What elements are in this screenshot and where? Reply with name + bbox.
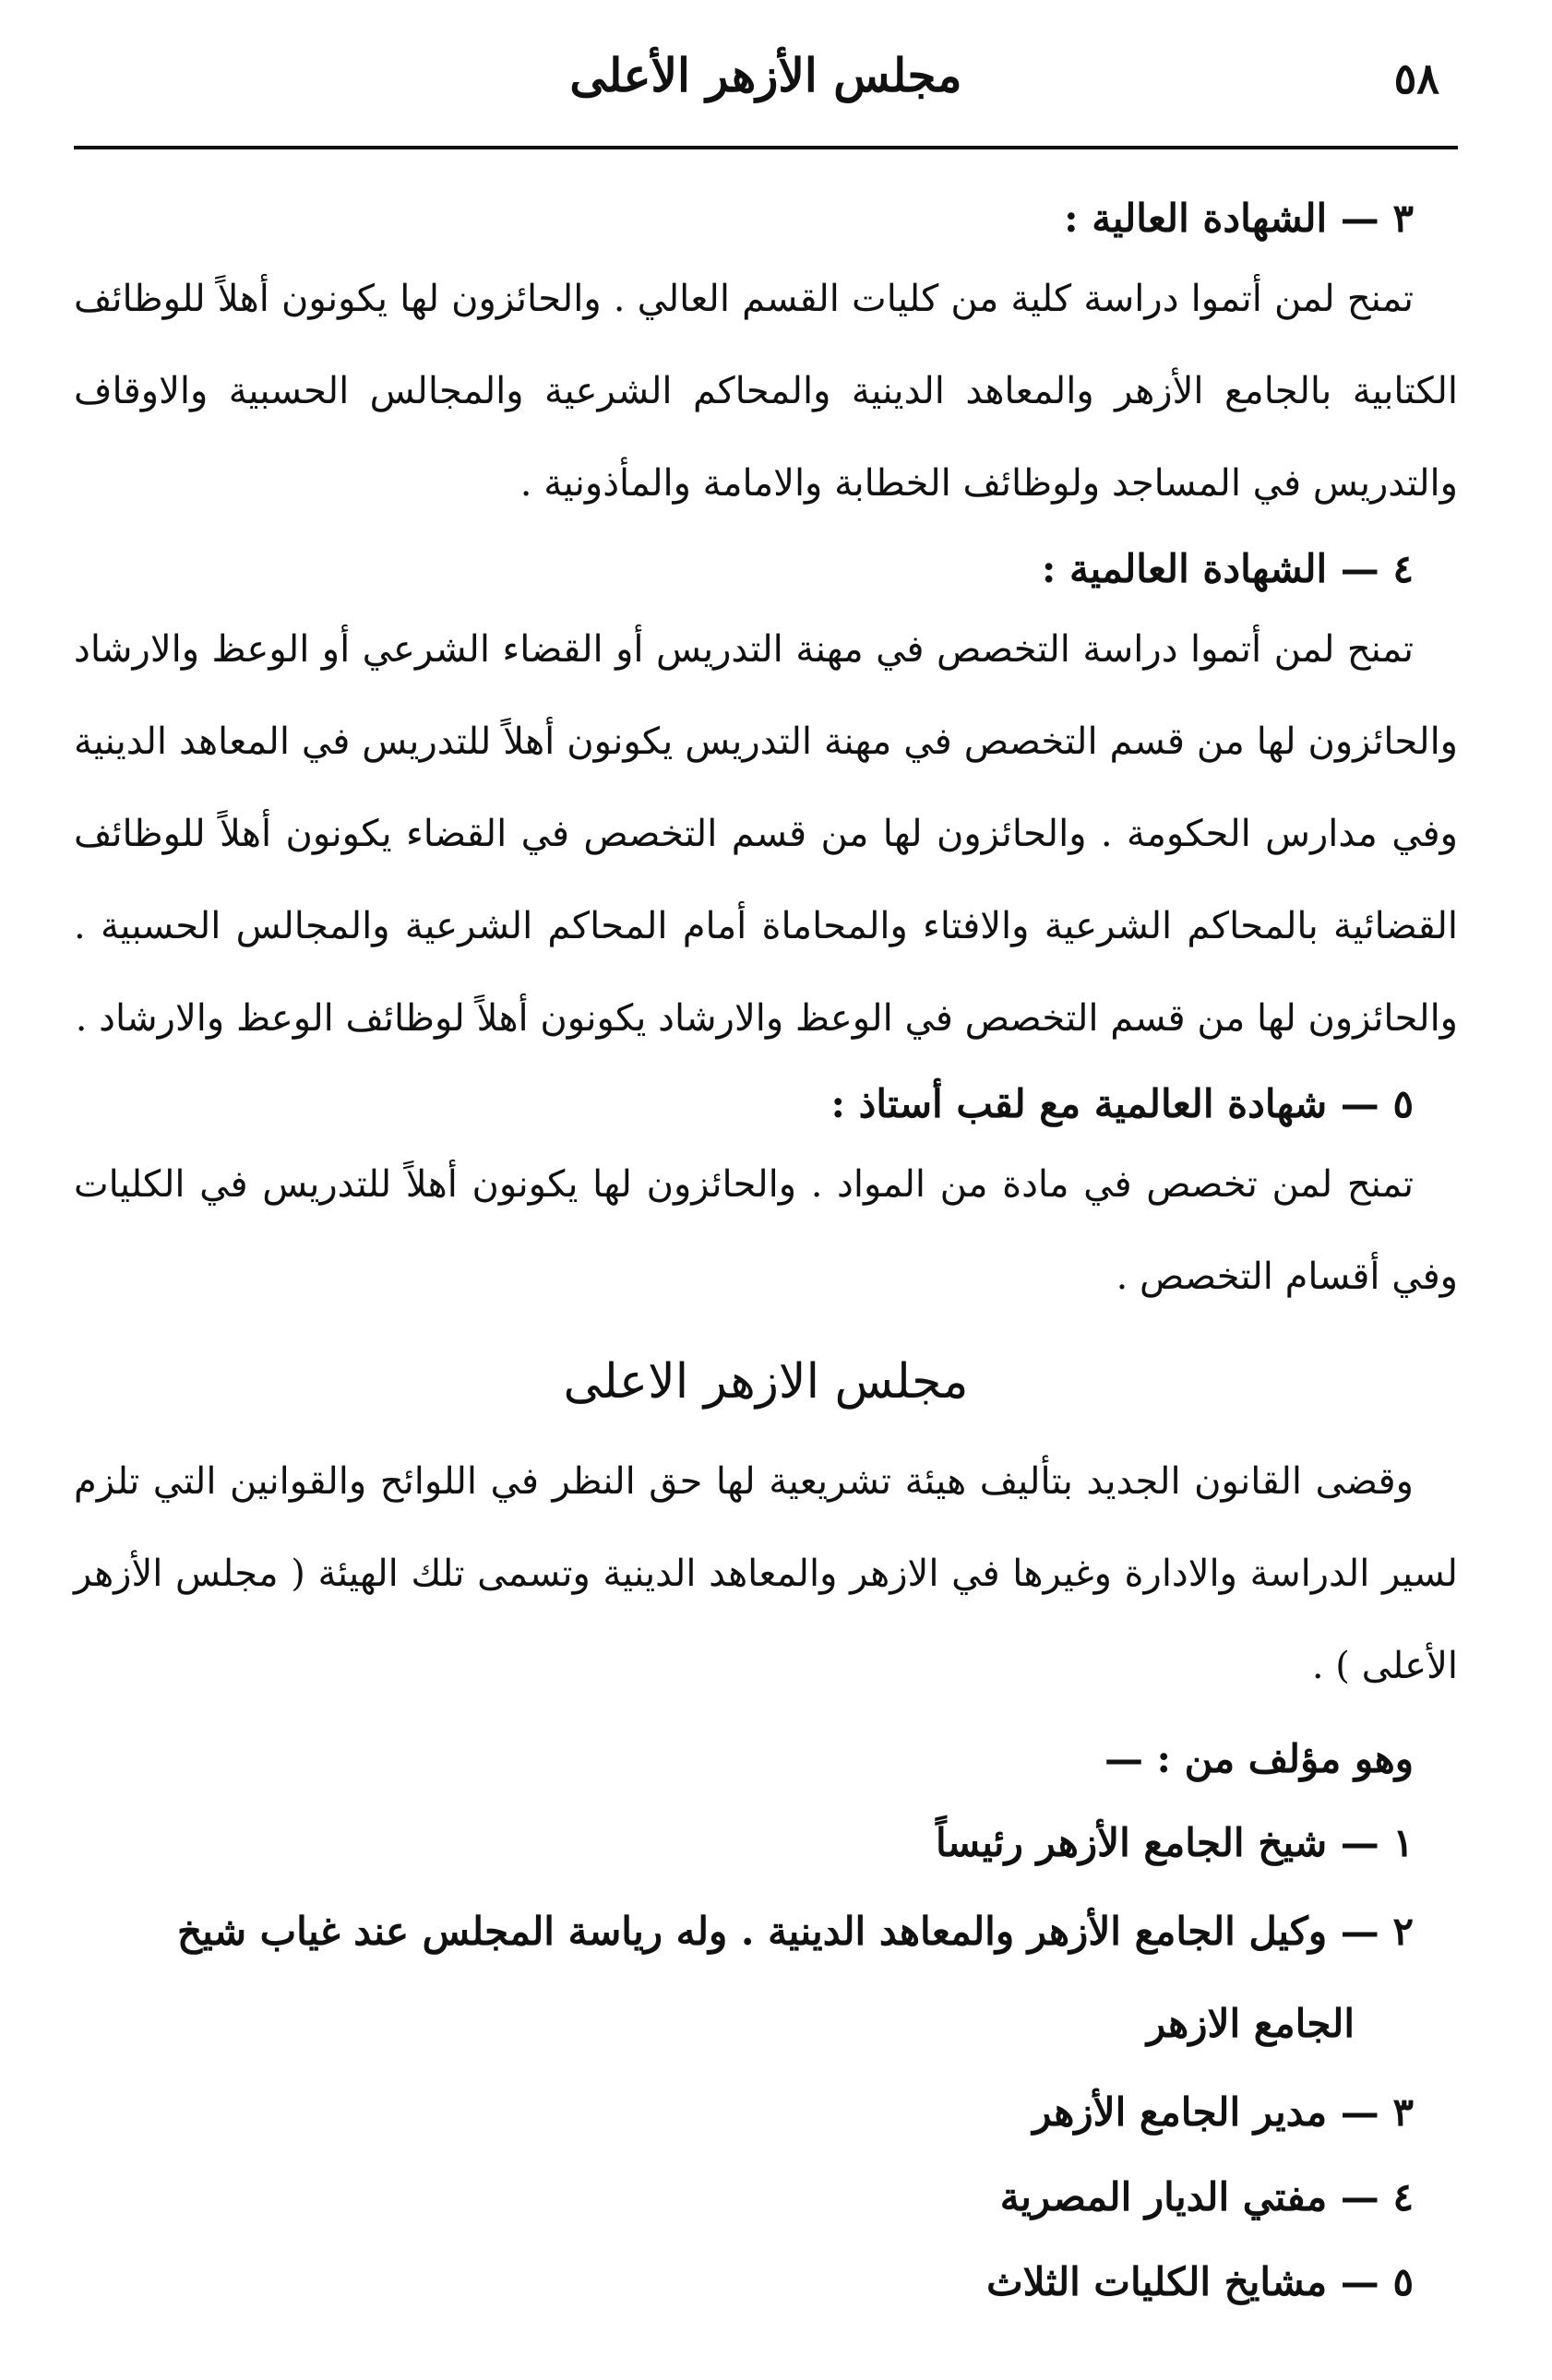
council-intro: وقضى القانون الجديد بتأليف هيئة تشريعية لها حق النظر في اللوائح والقوانين التي تلزم لسير الدراسة والادارة وغيرها في الازهر والمعاهد الدينية وتسمى تلك الهيئة ( مجلس الأزهر الأعلى ) .	[74, 1460, 1458, 1687]
member-text: ١ — شيخ الجامع الأزهر رئيساً	[935, 1820, 1414, 1865]
council-member	[74, 1886, 1458, 2070]
book-page	[55, 37, 1476, 2343]
running-title: مجلس الأزهر الأعلى	[569, 48, 962, 102]
section-heading: ٤ — الشهادة العالمية :	[1041, 546, 1414, 591]
member-text-continued: الجامع الازهر	[1146, 2001, 1355, 2046]
council-member	[74, 2240, 1458, 2325]
section-heading: ٥ — شهادة العالمية مع لقب أستاذ :	[830, 1081, 1414, 1126]
member-text: ٣ — مدير الجامع الأزهر	[1033, 2089, 1414, 2135]
section-heading: ٣ — الشهادة العالية :	[1064, 196, 1414, 241]
section-paragraph: تمنح لمن تخصص في مادة من المواد . والحائزون لها يكونون أهلاً للتدريس في الكليات وفي أقسام التخصص .	[74, 1163, 1458, 1298]
member-text: ٤ — مفتي الديار المصرية	[999, 2174, 1414, 2219]
council-title: مجلس الازهر الاعلى	[563, 1354, 969, 1410]
section-high-certificate	[74, 184, 1458, 530]
member-text: ٢ — وكيل الجامع الأزهر والمعاهد الدينية . وله رياسة المجلس عند غياب شيخ	[177, 1909, 1414, 1954]
council-member	[74, 2070, 1458, 2155]
council-composition-lead: وهو مؤلف من : —	[1104, 1736, 1414, 1781]
section-paragraph: تمنح لمن أتموا دراسة التخصص في مهنة التدريس أو القضاء الشرعي أو الوعظ والارشاد والحائزون لها من قسم التخصص في مهنة التدريس يكونون أهلاً للتدريس في المعاهد الدينية وفي مدارس الحكومة . والحائزون لها من قسم التخصص في القضاء يكونون أهلاً للوظائف القضائية بالمحاكم الشرعية والافتاء والمحاماة أمام المحاكم الشرعية والمجالس الحسبية . والحائزون لها من قسم التخصص في الوعظ والارشاد يكونون أهلاً لوظائف الوعظ والارشاد .	[74, 628, 1458, 1040]
section-alimiya-certificate	[74, 535, 1458, 1065]
page-number: ٥٨	[1393, 54, 1439, 103]
page-content	[74, 184, 1458, 2325]
header-rule	[74, 146, 1458, 149]
section-council	[74, 1328, 1458, 2325]
council-member	[74, 1801, 1458, 1886]
running-header	[55, 37, 1476, 113]
council-members-list	[74, 1801, 1458, 2325]
council-member	[74, 2155, 1458, 2240]
section-paragraph: تمنح لمن أتموا دراسة كلية من كليات القسم العالي . والحائزون لها يكونون أهلاً للوظائف الكتابية بالجامع الأزهر والمعاهد الدينية والمحاكم الشرعية والمجالس الحسبية والاوقاف والتدريس في المساجد ولوظائف الخطابة والامامة والمأذونية .	[74, 278, 1458, 505]
member-text: ٥ — مشايخ الكليات الثلاث	[986, 2259, 1414, 2304]
section-professor-certificate	[74, 1070, 1458, 1323]
